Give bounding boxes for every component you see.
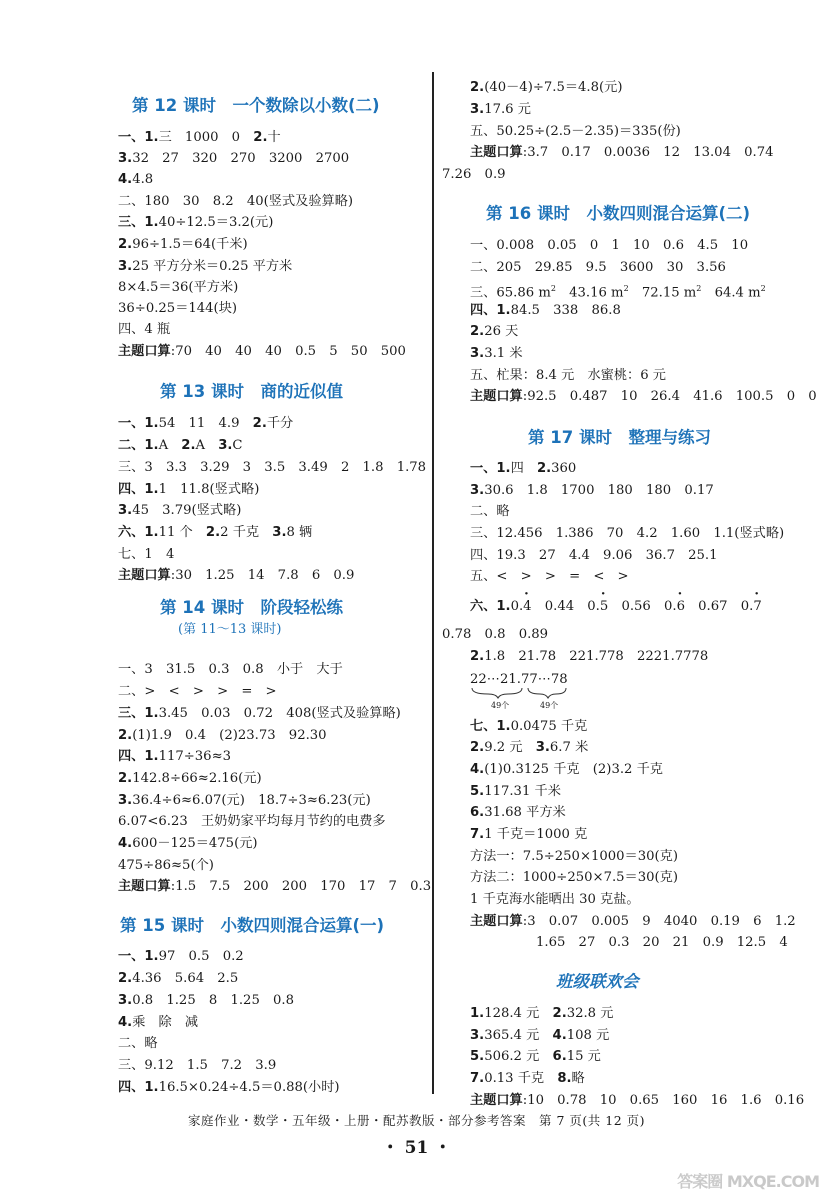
answer-line: 6.07<6.23 王奶奶家平均每月节约的电费多 (118, 814, 386, 829)
answer-line: 3.365.4 元 4.108 元 (470, 1028, 610, 1043)
lesson-15-title: 第 15 课时 小数四则混合运算(一) (120, 916, 385, 935)
lesson-17-title: 第 17 课时 整理与练习 (528, 428, 711, 447)
brace-label: 49个 (540, 701, 559, 710)
mental-math-line: 主题口算:70 40 40 40 0.5 5 50 500 (118, 344, 406, 359)
answer-line: 7.26 0.9 (442, 167, 506, 182)
answer-line: 2.(40－4)÷7.5＝4.8(元) (470, 80, 623, 95)
answer-line: 三、1.40÷12.5＝3.2(元) (118, 215, 274, 230)
mental-math-line: 主题口算:1.5 7.5 200 200 170 17 7 0.3 (118, 879, 432, 894)
answer-line: 2.26 天 (470, 324, 519, 339)
answer-line: 3.17.6 元 (470, 102, 531, 117)
answer-line: 三、3 3.3 3.29 3 3.5 3.49 2 1.8 1.78 (118, 460, 427, 475)
page-number: ・ 51 ・ (381, 1138, 452, 1158)
mental-math-line: 主题口算:3 0.07 0.005 9 4040 0.19 6 1.2 (470, 914, 796, 929)
answer-line: 2.142.8÷66≈2.16(元) (118, 771, 262, 786)
answer-line: 4.(1)0.3125 千克 (2)3.2 千克 (470, 762, 663, 777)
answer-line: 2.1.8 21.78 221.778 2221.7778 (470, 649, 709, 664)
answer-line: 1.128.4 元 2.32.8 元 (470, 1006, 614, 1021)
answer-line: 三、12.456 1.386 70 4.2 1.60 1.1(竖式略) (470, 526, 785, 541)
repeating-decimal-line: 六、1.0.· 4 0.44 0.· 5 0.56 0.· 6 0.67 0.· 7 (470, 597, 762, 617)
answer-line: 7.0.13 千克 8.略 (470, 1071, 585, 1086)
answer-line: 一、1.三 1000 0 2.十 (118, 130, 281, 145)
answer-line: 三、9.12 1.5 7.2 3.9 (118, 1058, 277, 1073)
answer-line: 二、205 29.85 9.5 3600 30 3.56 (470, 260, 726, 275)
page-footer: 家庭作业・数学・五年级・上册・配苏教版・部分参考答案 第 7 页(共 12 页) (187, 1113, 645, 1128)
answer-line: 2.(1)1.9 0.4 (2)23.73 92.30 (118, 728, 327, 743)
answer-line: 36÷0.25＝144(块) (118, 301, 238, 316)
answer-line: 5.506.2 元 6.15 元 (470, 1049, 601, 1064)
answer-line: 3.3.1 米 (470, 346, 523, 361)
answer-line: 二、1.A 2.A 3.C (118, 438, 243, 453)
answer-line: 四、4 瓶 (118, 322, 171, 337)
lesson-16-title: 第 16 课时 小数四则混合运算(二) (486, 204, 751, 223)
answer-line: 一、0.008 0.05 0 1 10 0.6 4.5 10 (470, 238, 749, 253)
answer-line: 三、1.3.45 0.03 0.72 408(竖式及验算略) (118, 706, 401, 721)
answer-line: 8×4.5＝36(平方米) (118, 280, 239, 295)
answer-line: 五、杧果：8.4 元 水蜜桃：6 元 (470, 368, 666, 383)
answer-line: 4.4.8 (118, 172, 154, 187)
answer-line: 二、略 (118, 1036, 158, 1051)
answer-line: 二、180 30 8.2 40(竖式及验算略) (118, 194, 354, 209)
answer-line: 方法二：1000÷250×7.5＝30(克) (470, 870, 678, 885)
mental-math-line: 主题口算:3.7 0.17 0.0036 12 13.04 0.74 (470, 145, 774, 160)
answer-line: 四、1.117÷36≈3 (118, 749, 232, 764)
lesson-14-subtitle: (第 11～13 课时) (178, 622, 282, 637)
answer-line: 1 千克海水能晒出 30 克盐。 (470, 892, 640, 907)
answer-line: 4.600－125＝475(元) (118, 836, 258, 851)
answer-line: 六、1.11 个 2.2 千克 3.8 辆 (118, 525, 313, 540)
answer-line: 五、< > > = < > (470, 569, 629, 584)
answer-line: 3.0.8 1.25 8 1.25 0.8 (118, 993, 294, 1008)
answer-line: 二、> < > > = > (118, 684, 277, 699)
answer-line: 3.36.4÷6≈6.07(元) 18.7÷3≈6.23(元) (118, 793, 371, 808)
answer-line: 一、1.97 0.5 0.2 (118, 949, 244, 964)
mental-math-line: 1.65 27 0.3 20 21 0.9 12.5 4 (536, 935, 788, 950)
answer-line: 2.9.2 元 3.6.7 米 (470, 740, 589, 755)
answer-line: 3.32 27 320 270 3200 2700 (118, 151, 350, 166)
answer-line: 四、19.3 27 4.4 9.06 36.7 25.1 (470, 548, 718, 563)
answer-line: 3.25 平方分米＝0.25 平方米 (118, 259, 293, 274)
answer-line: 七、1.0.0475 千克 (470, 719, 588, 734)
mental-math-line: 主题口算:92.5 0.487 10 26.4 41.6 100.5 0 0 (470, 389, 817, 404)
answer-line: 二、略 (470, 504, 510, 519)
answer-line: 7.1 千克＝1000 克 (470, 827, 588, 842)
answer-line: 2.96÷1.5＝64(千米) (118, 237, 248, 252)
party-title: 班级联欢会 (556, 972, 639, 991)
answer-line: 四、1.1 11.8(竖式略) (118, 482, 260, 497)
answer-line: 3.45 3.79(竖式略) (118, 503, 242, 518)
watermark: 答案圈 MXQE.COM (677, 1172, 819, 1191)
answer-line: 四、1.84.5 338 86.8 (470, 303, 621, 318)
mental-math-line: 主题口算:30 1.25 14 7.8 6 0.9 (118, 568, 355, 583)
lesson-12-title: 第 12 课时 一个数除以小数(二) (132, 96, 380, 115)
lesson-14-title: 第 14 课时 阶段轻松练 (160, 598, 343, 617)
mental-math-line: 主题口算:10 0.78 10 0.65 160 16 1.6 0.16 (470, 1093, 805, 1108)
answer-line: 2.4.36 5.64 2.5 (118, 971, 239, 986)
answer-line: 方法一：7.5÷250×1000＝30(克) (470, 849, 678, 864)
answer-line: 475÷86≈5(个) (118, 858, 214, 873)
answer-line: 一、1.四 2.360 (470, 461, 577, 476)
answer-line: 五、50.25÷(2.5－2.35)＝335(份) (470, 124, 681, 139)
column-divider (432, 72, 434, 1094)
answer-line: 22⋯21.77⋯78 (470, 672, 568, 687)
answer-line: 3.30.6 1.8 1700 180 180 0.17 (470, 483, 714, 498)
brace-label: 49个 (491, 701, 510, 710)
answer-line: 一、3 31.5 0.3 0.8 小于 大于 (118, 662, 343, 677)
answer-line: 四、1.16.5×0.24÷4.5＝0.88(小时) (118, 1080, 340, 1095)
answer-line: 七、1 4 (118, 547, 175, 562)
answer-line: 0.78 0.8 0.89 (442, 627, 549, 642)
lesson-13-title: 第 13 课时 商的近似值 (160, 382, 343, 401)
answer-line: 4.乘 除 减 (118, 1015, 199, 1030)
answer-line: 5.117.31 千米 (470, 784, 561, 799)
answer-line: 一、1.54 11 4.9 2.千分 (118, 416, 294, 431)
answer-line: 三、65.86 $m^2$ 43.16 $m^2$ 72.15 $m^2$ 64.4 $m^2$ (470, 284, 766, 301)
answer-line: 6.31.68 平方米 (470, 805, 566, 820)
